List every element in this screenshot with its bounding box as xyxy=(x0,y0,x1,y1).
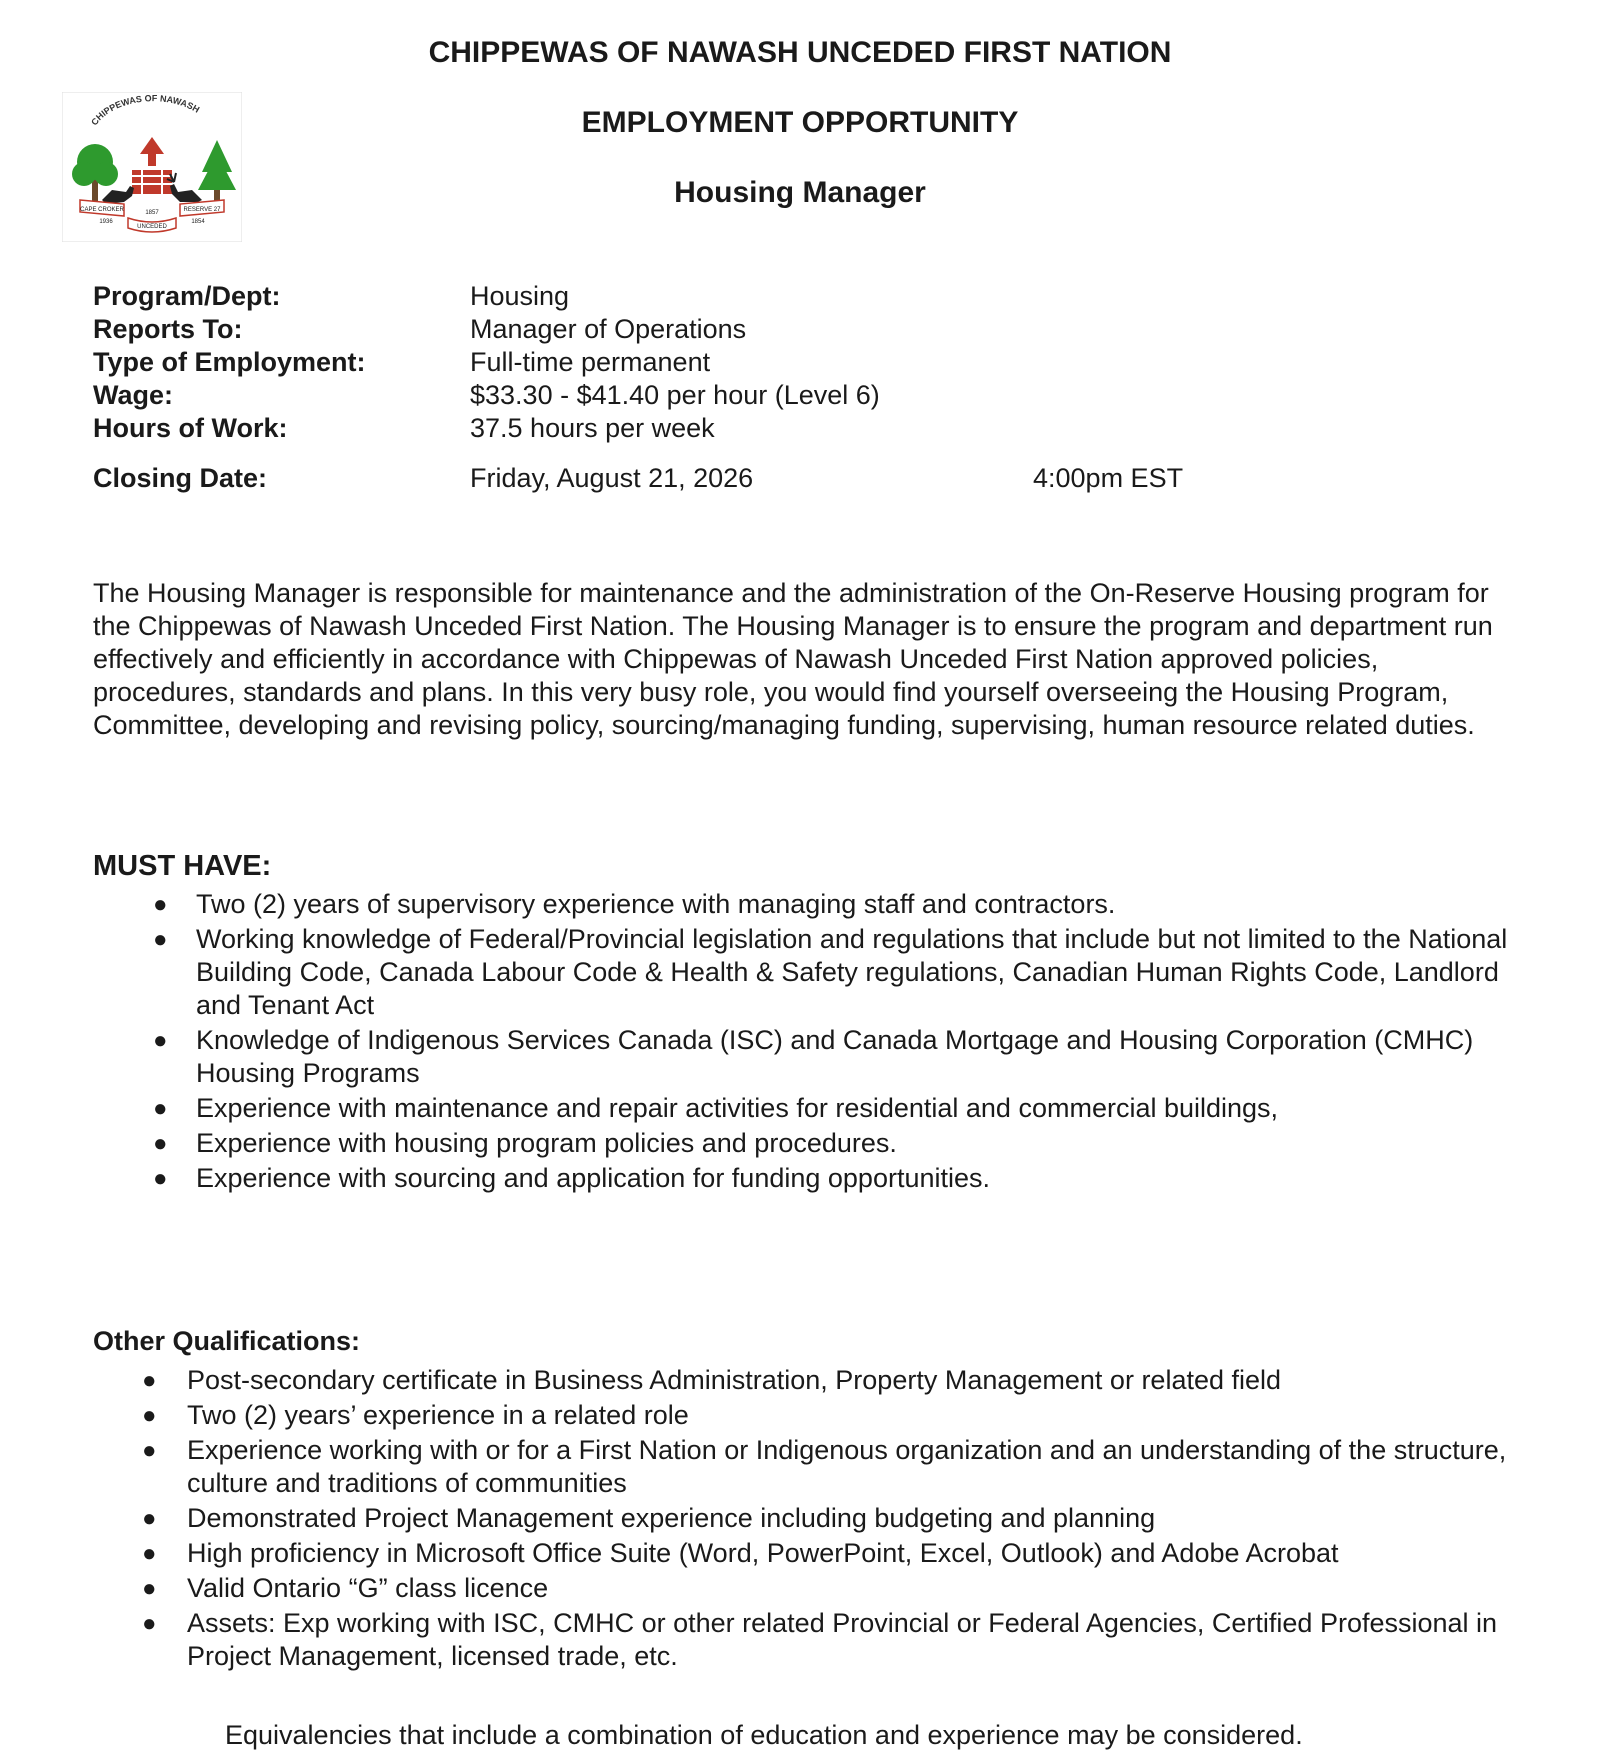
other-qualifications-title: Other Qualifications: xyxy=(93,1326,361,1356)
other-qualifications-list xyxy=(142,1364,1517,1675)
list-item xyxy=(142,1607,1517,1673)
bullet-icon: ● xyxy=(142,1437,157,1464)
detail-row-wage xyxy=(93,379,1493,412)
organization-title: CHIPPEWAS OF NAWASH UNCEDED FIRST NATION xyxy=(428,36,1172,69)
detail-value: Full-time permanent xyxy=(470,347,711,377)
bullet-icon: ● xyxy=(153,1095,168,1122)
bullet-icon: ● xyxy=(142,1402,157,1429)
list-item-text: Valid Ontario “G” class licence xyxy=(187,1573,549,1603)
bullet-icon: ● xyxy=(153,926,168,953)
list-item xyxy=(142,1364,1517,1397)
list-item xyxy=(142,1502,1517,1535)
list-item-text: High proficiency in Microsoft Office Suite (Word, PowerPoint, Excel, Outlook) and Adobe Acrobat xyxy=(187,1538,1339,1568)
organization-logo xyxy=(62,92,242,242)
list-item-text: Experience with housing program policies and procedures. xyxy=(196,1128,897,1158)
list-item xyxy=(142,1537,1517,1570)
list-item-text: Experience with maintenance and repair activities for residential and commercial buildings, xyxy=(196,1093,1279,1123)
detail-label: Hours of Work: xyxy=(93,413,288,443)
bullet-icon: ● xyxy=(153,1027,168,1054)
bullet-icon: ● xyxy=(142,1540,157,1567)
closing-date-label: Closing Date: xyxy=(93,463,268,493)
detail-label: Program/Dept: xyxy=(93,281,281,311)
notice-type-heading: EMPLOYMENT OPPORTUNITY xyxy=(581,106,1019,139)
list-item xyxy=(142,1572,1517,1605)
detail-row-hours xyxy=(93,412,1493,445)
year-center-text: 1857 xyxy=(145,210,159,216)
detail-value: Manager of Operations xyxy=(470,314,747,344)
detail-label: Type of Employment: xyxy=(93,347,366,377)
ribbon-right-text: RESERVE 27 xyxy=(183,207,221,213)
list-item xyxy=(142,1399,1517,1432)
list-item xyxy=(153,923,1516,1022)
list-item xyxy=(153,1024,1516,1090)
list-item-text: Two (2) years’ experience in a related role xyxy=(187,1400,689,1430)
bullet-icon: ● xyxy=(153,1165,168,1192)
closing-date-value: Friday, August 21, 2026 xyxy=(470,463,754,493)
bullet-icon: ● xyxy=(142,1505,157,1532)
list-item-text: Demonstrated Project Management experience including budgeting and planning xyxy=(187,1503,1156,1533)
closing-time-value: 4:00pm EST xyxy=(1033,463,1184,493)
list-item-text: Assets: Exp working with ISC, CMHC or other related Provincial or Federal Agencies, Certified Professional in Project Management, licensed trade, etc. xyxy=(187,1608,1498,1671)
list-item-text: Experience with sourcing and application for funding opportunities. xyxy=(196,1163,990,1193)
year-right-text: 1854 xyxy=(191,219,205,225)
detail-row-reports-to xyxy=(93,313,1493,346)
bullet-icon: ● xyxy=(153,1130,168,1157)
detail-value: $33.30 - $41.40 per hour (Level 6) xyxy=(470,380,880,410)
detail-value: 37.5 hours per week xyxy=(470,413,715,443)
detail-label: Wage: xyxy=(93,380,173,410)
job-summary: The Housing Manager is responsible for maintenance and the administration of the On-Reserve Housing program for the Chippewas of Nawash Unceded First Nation. The Housing Manager is to ensure the program and department run effectively and efficiently in accordance with Chippewas of Nawash Unceded First Nation approved policies, procedures, standards and plans. In this very busy role, you would find yourself overseeing the Housing Program, Committee, developing and revising policy, sourcing/managing funding, supervising, human resource related duties. xyxy=(93,578,1493,740)
must-have-list xyxy=(153,888,1516,1197)
list-item xyxy=(153,888,1516,921)
ribbon-center-text: UNCEDED xyxy=(137,224,167,230)
list-item xyxy=(153,1162,1516,1195)
detail-label: Reports To: xyxy=(93,314,243,344)
must-have-title: MUST HAVE: xyxy=(93,850,272,882)
detail-value: Housing xyxy=(470,281,570,311)
ribbon-left-text: CAPE CROKER xyxy=(80,207,124,213)
closing-date-row xyxy=(93,462,1493,495)
bullet-icon: ● xyxy=(142,1610,157,1637)
list-item-text: Working knowledge of Federal/Provincial legislation and regulations that include but not limited to the National Building Code, Canada Labour Code & Health & Safety regulations, Canadian Human Rights Code, Landlord and Tenant Act xyxy=(196,924,1508,1020)
job-details xyxy=(93,280,1493,495)
equivalency-note: Equivalencies that include a combination of education and experience may be considered. xyxy=(225,1720,1303,1750)
detail-row-employment-type xyxy=(93,346,1493,379)
list-item xyxy=(142,1434,1517,1500)
job-title-heading: Housing Manager xyxy=(674,176,926,209)
list-item xyxy=(153,1092,1516,1125)
list-item-text: Knowledge of Indigenous Services Canada (ISC) and Canada Mortgage and Housing Corporation (CMHC) Housing Programs xyxy=(196,1025,1474,1088)
list-item-text: Two (2) years of supervisory experience with managing staff and contractors. xyxy=(196,889,1116,919)
year-left-text: 1936 xyxy=(99,219,113,225)
bullet-icon: ● xyxy=(142,1367,157,1394)
list-item-text: Post-secondary certificate in Business Administration, Property Management or related field xyxy=(187,1365,1282,1395)
detail-row-program xyxy=(93,280,1493,313)
logo-arc-text: CHIPPEWAS OF NAWASH xyxy=(89,93,202,128)
bullet-icon: ● xyxy=(153,891,168,918)
bullet-icon: ● xyxy=(142,1575,157,1602)
logo-emblem-icon xyxy=(62,92,242,242)
list-item-text: Experience working with or for a First Nation or Indigenous organization and an understanding of the structure, culture and traditions of communities xyxy=(187,1435,1507,1498)
list-item xyxy=(153,1127,1516,1160)
